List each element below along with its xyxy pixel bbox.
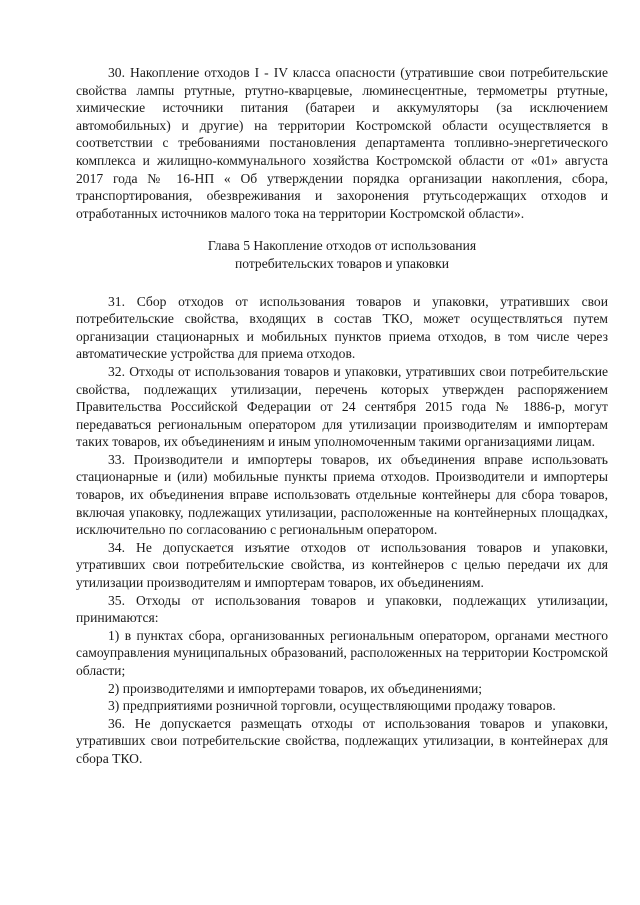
paragraph-36: 36. Не допускается размещать отходы от использования товаров и упаковки, утративших свои потребительские свойства, подлежащих утилизации, в контейнерах для сбора ТКО. [76, 715, 608, 766]
paragraph-31: 31. Сбор отходов от использования товаров и упаковки, утративших свои потребительские свойства, входящих в состав ТКО, может осуществляться путем организации стационарных и мобильных пунктов приема отходов, в том числе через автоматические устройства для приема отходов. [76, 293, 608, 362]
chapter-heading-line-2: потребительских товаров и упаковки [234, 255, 450, 271]
chapter-heading-line-1: Глава 5 Накопление отходов от использования [207, 238, 477, 254]
paragraph-30: 30. Накопление отходов I - IV класса опасности (утратившие свои потребительские свойства лампы ртутные, ртутно-кварцевые, люминесцентные, термометры ртутные, химические источники питания (батареи и аккумуляторы (за исключением автомобильных) и другие) на территории Костромской области осуществляется в соответствии с требованиями постановления департамента топливно-энергетического комплекса и жилищно-коммунального хозяйства Костромской области от «01» августа 2017 года № 16-НП « Об утверждении порядка организации накопления, сбора, транспортирования, обезвреживания и захоронения ртутьсодержащих отходов и отработанных источников малого тока на территории Костромской области». [76, 65, 608, 221]
paragraph-34: 34. Не допускается изъятие отходов от использования товаров и упаковки, утративших свои потребительские свойства, из контейнеров с целью передачи их для утилизации производителям и импортерам товаров, их объединениям. [76, 539, 608, 591]
document-body [76, 64, 608, 768]
list-item-35-3: 3) предприятиями розничной торговли, осуществляющими продажу товаров. [108, 698, 556, 714]
paragraph-33: 33. Производители и импортеры товаров, их объединения вправе использовать стационарные и (или) мобильные пункты приема отходов. Производители и импортеры товаров, их объединения вправе использовать отдельные контейнеры для сбора товаров, включая упаковку, подлежащих утилизации, расположенные на контейнерных площадках, исключительно по согласованию с региональным оператором. [76, 451, 608, 538]
paragraph-32: 32. Отходы от использования товаров и упаковки, утративших свои потребительские свойства, подлежащих утилизации, перечень которых утвержден распоряжением Правительства Российской Федерации от 24 сентября 2015 года № 1886-р, могут передаваться региональным оператором для утилизации производителям и импортерам таких товаров, их объединениям и иным уполномоченным такими организациями лицам. [76, 363, 608, 450]
chapter-heading [76, 237, 608, 272]
list-item-35-1: 1) в пунктах сбора, организованных региональным оператором, органами местного самоуправления муниципальных образований, расположенных на территории Костромской области; [76, 627, 608, 678]
paragraph-35: 35. Отходы от использования товаров и упаковки, подлежащих утилизации, принимаются: [76, 592, 608, 626]
list-item-35-2: 2) производителями и импортерами товаров, их объединениями; [108, 680, 483, 696]
